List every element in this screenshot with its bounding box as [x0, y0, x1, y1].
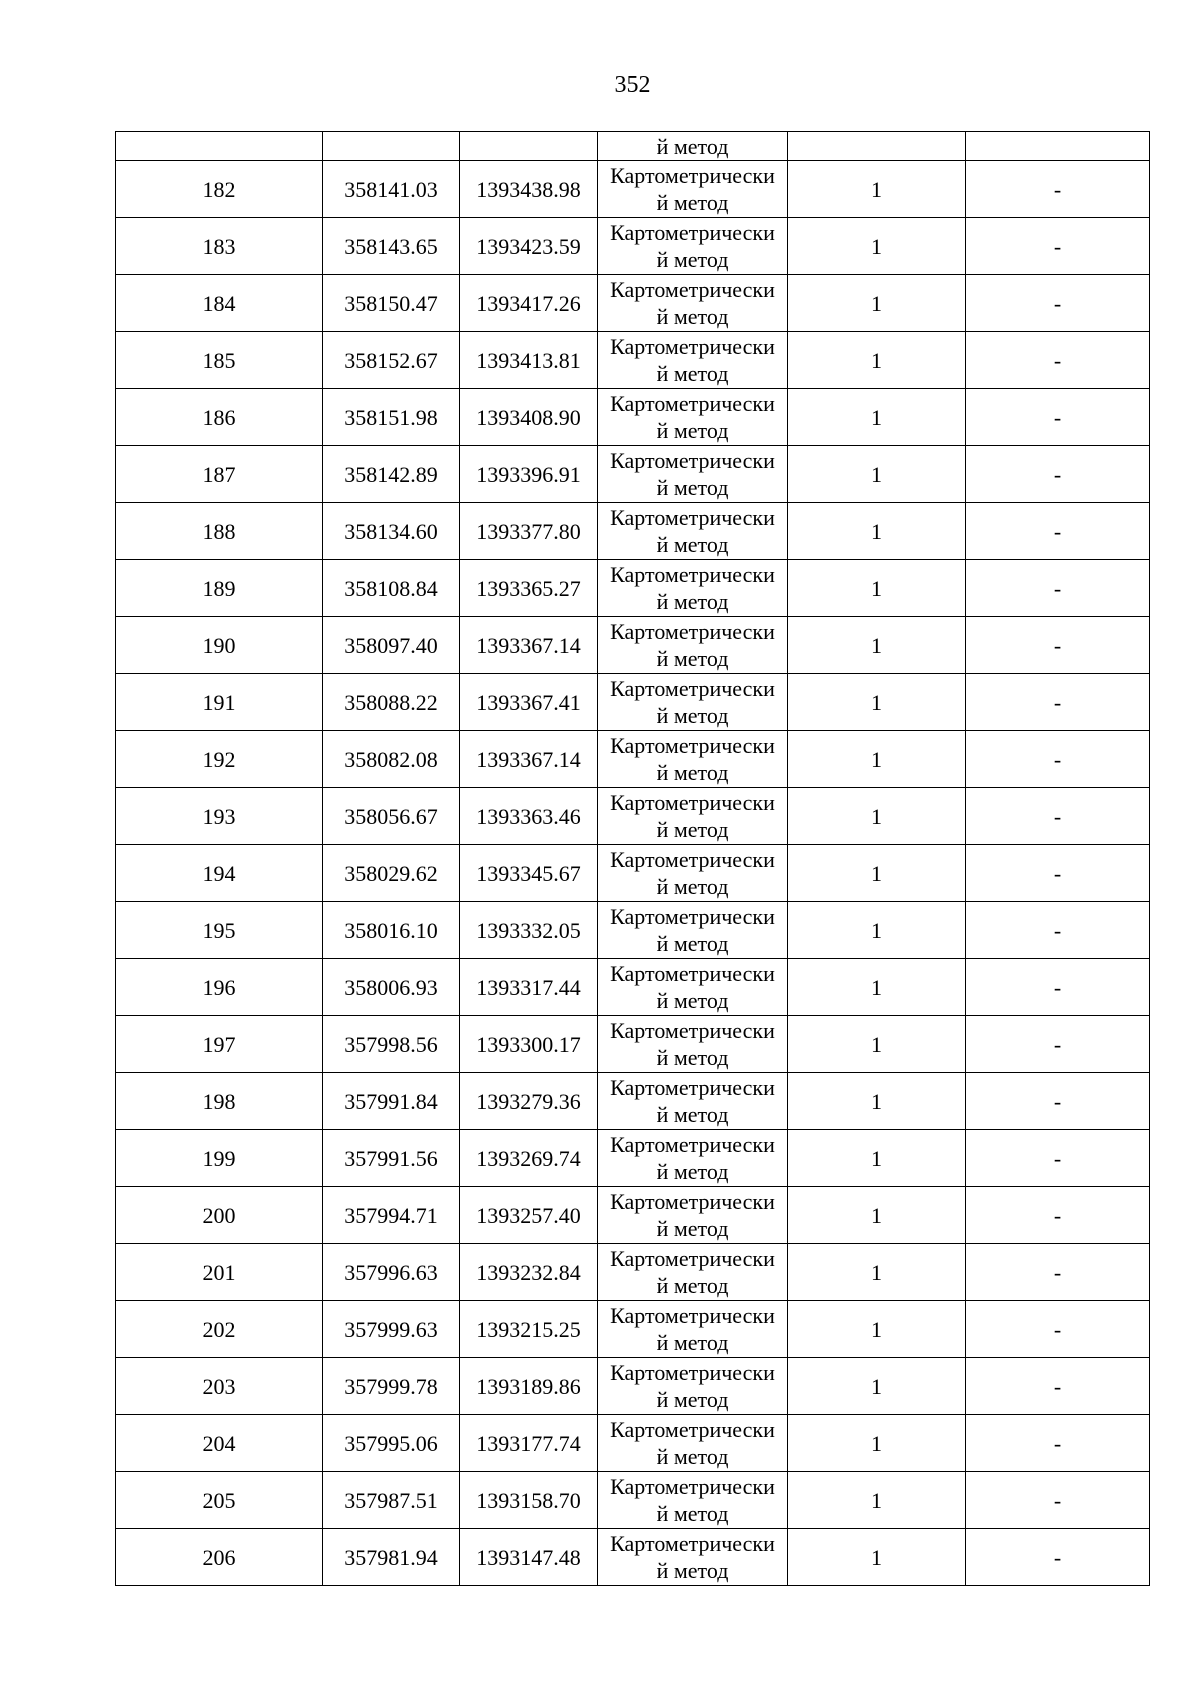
note-cell: - — [966, 1301, 1150, 1358]
x-coordinate-cell: 357991.56 — [323, 1130, 460, 1187]
method-line-1: Картометрически — [610, 391, 775, 416]
note-cell: - — [966, 1073, 1150, 1130]
table-row — [116, 788, 1150, 845]
y-coordinate-cell: 1393438.98 — [460, 161, 598, 218]
y-coordinate-cell: 1393269.74 — [460, 1130, 598, 1187]
method-line-1: Картометрически — [610, 733, 775, 758]
method-cell: й метод — [598, 132, 788, 161]
table-row — [116, 959, 1150, 1016]
method-line-1: Картометрически — [610, 334, 775, 359]
method-line-2: й метод — [656, 361, 729, 386]
note-cell: - — [966, 731, 1150, 788]
y-coordinate-cell: 1393317.44 — [460, 959, 598, 1016]
table-row — [116, 1073, 1150, 1130]
note-cell — [966, 132, 1150, 161]
method-line-2: й метод — [656, 247, 729, 272]
method-cell — [598, 446, 788, 503]
method-cell — [598, 503, 788, 560]
point-number-cell: 183 — [116, 218, 323, 275]
method-line-1: Картометрически — [610, 277, 775, 302]
y-coordinate-cell — [460, 132, 598, 161]
accuracy-cell: 1 — [788, 332, 966, 389]
method-line-2: й метод — [656, 1273, 729, 1298]
table-row — [116, 845, 1150, 902]
method-cell — [598, 1415, 788, 1472]
table-row — [116, 560, 1150, 617]
y-coordinate-cell: 1393413.81 — [460, 332, 598, 389]
accuracy-cell: 1 — [788, 1472, 966, 1529]
method-cell — [598, 1529, 788, 1586]
method-line-2: й метод — [656, 1216, 729, 1241]
method-line-2: й метод — [656, 475, 729, 500]
method-line-2: й метод — [656, 760, 729, 785]
table-row — [116, 218, 1150, 275]
table-row — [116, 161, 1150, 218]
accuracy-cell: 1 — [788, 902, 966, 959]
x-coordinate-cell: 358097.40 — [323, 617, 460, 674]
accuracy-cell: 1 — [788, 674, 966, 731]
accuracy-cell: 1 — [788, 1073, 966, 1130]
accuracy-cell: 1 — [788, 845, 966, 902]
method-line-1: Картометрически — [610, 505, 775, 530]
point-number-cell: 191 — [116, 674, 323, 731]
table-row — [116, 446, 1150, 503]
y-coordinate-cell: 1393367.41 — [460, 674, 598, 731]
method-line-2: й метод — [656, 1558, 729, 1583]
point-number-cell: 187 — [116, 446, 323, 503]
method-line-1: Картометрически — [610, 163, 775, 188]
method-line-1: Картометрически — [610, 220, 775, 245]
point-number-cell: 201 — [116, 1244, 323, 1301]
method-line-1: Картометрически — [610, 1189, 775, 1214]
accuracy-cell: 1 — [788, 1244, 966, 1301]
y-coordinate-cell: 1393158.70 — [460, 1472, 598, 1529]
note-cell: - — [966, 1187, 1150, 1244]
x-coordinate-cell: 358006.93 — [323, 959, 460, 1016]
point-number-cell: 192 — [116, 731, 323, 788]
method-cell — [598, 1130, 788, 1187]
y-coordinate-cell: 1393367.14 — [460, 731, 598, 788]
point-number-cell: 193 — [116, 788, 323, 845]
method-cell — [598, 674, 788, 731]
x-coordinate-cell: 357981.94 — [323, 1529, 460, 1586]
x-coordinate-cell: 358029.62 — [323, 845, 460, 902]
table-row — [116, 1529, 1150, 1586]
note-cell: - — [966, 389, 1150, 446]
table-row — [116, 503, 1150, 560]
table-row — [116, 275, 1150, 332]
x-coordinate-cell: 358150.47 — [323, 275, 460, 332]
method-cell — [598, 560, 788, 617]
method-line-1: Картометрически — [610, 676, 775, 701]
method-line-2: й метод — [656, 1501, 729, 1526]
note-cell: - — [966, 1016, 1150, 1073]
method-line-1: Картометрически — [610, 961, 775, 986]
method-line-2: й метод — [656, 1102, 729, 1127]
method-line-2: й метод — [656, 817, 729, 842]
point-number-cell: 200 — [116, 1187, 323, 1244]
point-number-cell: 188 — [116, 503, 323, 560]
y-coordinate-cell: 1393232.84 — [460, 1244, 598, 1301]
y-coordinate-cell: 1393215.25 — [460, 1301, 598, 1358]
method-line-1: Картометрически — [610, 1531, 775, 1556]
point-number-cell: 204 — [116, 1415, 323, 1472]
point-number-cell: 182 — [116, 161, 323, 218]
y-coordinate-cell: 1393345.67 — [460, 845, 598, 902]
method-cell — [598, 332, 788, 389]
method-line-1: Картометрически — [610, 619, 775, 644]
method-line-1: Картометрически — [610, 790, 775, 815]
accuracy-cell: 1 — [788, 389, 966, 446]
method-cell — [598, 1244, 788, 1301]
table-row — [116, 1016, 1150, 1073]
x-coordinate-cell: 357994.71 — [323, 1187, 460, 1244]
table-row — [116, 1130, 1150, 1187]
table-row — [116, 731, 1150, 788]
y-coordinate-cell: 1393147.48 — [460, 1529, 598, 1586]
method-line-2: й метод — [656, 304, 729, 329]
note-cell: - — [966, 332, 1150, 389]
point-number-cell: 206 — [116, 1529, 323, 1586]
accuracy-cell: 1 — [788, 959, 966, 1016]
method-line-1: Картометрически — [610, 1018, 775, 1043]
method-line-2: й метод — [656, 988, 729, 1013]
x-coordinate-cell: 357987.51 — [323, 1472, 460, 1529]
page-number: 352 — [614, 72, 651, 98]
x-coordinate-cell: 358016.10 — [323, 902, 460, 959]
method-cell — [598, 1016, 788, 1073]
x-coordinate-cell: 358152.67 — [323, 332, 460, 389]
x-coordinate-cell: 357998.56 — [323, 1016, 460, 1073]
note-cell: - — [966, 1130, 1150, 1187]
note-cell: - — [966, 959, 1150, 1016]
method-line-1: Картометрически — [610, 1303, 775, 1328]
method-line-1: Картометрически — [610, 562, 775, 587]
method-line-1: Картометрически — [610, 1246, 775, 1271]
x-coordinate-cell: 358134.60 — [323, 503, 460, 560]
x-coordinate-cell: 358108.84 — [323, 560, 460, 617]
method-line-2: й метод — [656, 418, 729, 443]
note-cell: - — [966, 446, 1150, 503]
y-coordinate-cell: 1393189.86 — [460, 1358, 598, 1415]
note-cell: - — [966, 275, 1150, 332]
point-number-cell: 190 — [116, 617, 323, 674]
table-row — [116, 1358, 1150, 1415]
method-line-1: Картометрически — [610, 448, 775, 473]
method-cell — [598, 617, 788, 674]
x-coordinate-cell: 357996.63 — [323, 1244, 460, 1301]
method-line-2: й метод — [656, 1444, 729, 1469]
method-cell — [598, 845, 788, 902]
y-coordinate-cell: 1393300.17 — [460, 1016, 598, 1073]
table-row — [116, 617, 1150, 674]
point-number-cell: 195 — [116, 902, 323, 959]
method-cell — [598, 1187, 788, 1244]
method-cell — [598, 218, 788, 275]
accuracy-cell: 1 — [788, 1301, 966, 1358]
accuracy-cell: 1 — [788, 1358, 966, 1415]
accuracy-cell: 1 — [788, 161, 966, 218]
y-coordinate-cell: 1393367.14 — [460, 617, 598, 674]
y-coordinate-cell: 1393408.90 — [460, 389, 598, 446]
note-cell: - — [966, 845, 1150, 902]
x-coordinate-cell: 357995.06 — [323, 1415, 460, 1472]
table-row — [116, 1244, 1150, 1301]
method-cell — [598, 788, 788, 845]
method-cell — [598, 731, 788, 788]
y-coordinate-cell: 1393377.80 — [460, 503, 598, 560]
note-cell: - — [966, 218, 1150, 275]
table-row — [116, 902, 1150, 959]
accuracy-cell: 1 — [788, 617, 966, 674]
point-number-cell: 202 — [116, 1301, 323, 1358]
point-number-cell: 194 — [116, 845, 323, 902]
table-row — [116, 1415, 1150, 1472]
method-line-2: й метод — [656, 1330, 729, 1355]
accuracy-cell: 1 — [788, 1130, 966, 1187]
x-coordinate-cell: 357999.63 — [323, 1301, 460, 1358]
note-cell: - — [966, 617, 1150, 674]
accuracy-cell: 1 — [788, 503, 966, 560]
method-line-1: Картометрически — [610, 1360, 775, 1385]
note-cell: - — [966, 503, 1150, 560]
note-cell: - — [966, 902, 1150, 959]
y-coordinate-cell: 1393396.91 — [460, 446, 598, 503]
note-cell: - — [966, 788, 1150, 845]
accuracy-cell — [788, 132, 966, 161]
method-line-1: Картометрически — [610, 847, 775, 872]
method-line-2: й метод — [656, 874, 729, 899]
y-coordinate-cell: 1393423.59 — [460, 218, 598, 275]
method-line-2: й метод — [656, 931, 729, 956]
x-coordinate-cell: 358151.98 — [323, 389, 460, 446]
method-line-2: й метод — [656, 646, 729, 671]
method-cell — [598, 1301, 788, 1358]
note-cell: - — [966, 560, 1150, 617]
table-row — [116, 389, 1150, 446]
method-line-1: Картометрически — [610, 1132, 775, 1157]
point-number-cell: 197 — [116, 1016, 323, 1073]
note-cell: - — [966, 161, 1150, 218]
method-line-2: й метод — [656, 1045, 729, 1070]
point-number-cell: 205 — [116, 1472, 323, 1529]
note-cell: - — [966, 1358, 1150, 1415]
method-line-1: Картометрически — [610, 1075, 775, 1100]
point-number-cell: 199 — [116, 1130, 323, 1187]
table-row — [116, 332, 1150, 389]
method-line-2: й метод — [656, 589, 729, 614]
method-cell — [598, 1073, 788, 1130]
method-cell — [598, 389, 788, 446]
point-number-cell: 198 — [116, 1073, 323, 1130]
note-cell: - — [966, 674, 1150, 731]
point-number-cell: 203 — [116, 1358, 323, 1415]
point-number-cell: 196 — [116, 959, 323, 1016]
table-row — [116, 1301, 1150, 1358]
point-number-cell: 185 — [116, 332, 323, 389]
x-coordinate-cell: 357991.84 — [323, 1073, 460, 1130]
accuracy-cell: 1 — [788, 1016, 966, 1073]
continued-row — [116, 132, 1150, 161]
method-cell — [598, 275, 788, 332]
point-number-cell — [116, 132, 323, 161]
method-cell — [598, 902, 788, 959]
y-coordinate-cell: 1393177.74 — [460, 1415, 598, 1472]
accuracy-cell: 1 — [788, 218, 966, 275]
method-line-2: й метод — [656, 703, 729, 728]
y-coordinate-cell: 1393257.40 — [460, 1187, 598, 1244]
y-coordinate-cell: 1393363.46 — [460, 788, 598, 845]
x-coordinate-cell — [323, 132, 460, 161]
x-coordinate-cell: 358143.65 — [323, 218, 460, 275]
method-cell — [598, 959, 788, 1016]
method-line-1: Картометрически — [610, 904, 775, 929]
method-cell — [598, 161, 788, 218]
method-line-2: й метод — [656, 532, 729, 557]
table-row — [116, 674, 1150, 731]
method-line-2: й метод — [656, 1387, 729, 1412]
note-cell: - — [966, 1472, 1150, 1529]
accuracy-cell: 1 — [788, 446, 966, 503]
x-coordinate-cell: 358142.89 — [323, 446, 460, 503]
y-coordinate-cell: 1393365.27 — [460, 560, 598, 617]
y-coordinate-cell: 1393279.36 — [460, 1073, 598, 1130]
coordinates-table — [115, 131, 1150, 1586]
table-row — [116, 1187, 1150, 1244]
x-coordinate-cell: 358056.67 — [323, 788, 460, 845]
method-line-1: Картометрически — [610, 1417, 775, 1442]
method-line-2: й метод — [656, 1159, 729, 1184]
point-number-cell: 189 — [116, 560, 323, 617]
x-coordinate-cell: 358082.08 — [323, 731, 460, 788]
method-cell — [598, 1358, 788, 1415]
note-cell: - — [966, 1529, 1150, 1586]
x-coordinate-cell: 358141.03 — [323, 161, 460, 218]
x-coordinate-cell: 357999.78 — [323, 1358, 460, 1415]
table-row — [116, 1472, 1150, 1529]
accuracy-cell: 1 — [788, 1415, 966, 1472]
accuracy-cell: 1 — [788, 788, 966, 845]
y-coordinate-cell: 1393417.26 — [460, 275, 598, 332]
accuracy-cell: 1 — [788, 275, 966, 332]
y-coordinate-cell: 1393332.05 — [460, 902, 598, 959]
accuracy-cell: 1 — [788, 731, 966, 788]
note-cell: - — [966, 1415, 1150, 1472]
point-number-cell: 186 — [116, 389, 323, 446]
accuracy-cell: 1 — [788, 560, 966, 617]
method-line-2: й метод — [656, 190, 729, 215]
accuracy-cell: 1 — [788, 1529, 966, 1586]
x-coordinate-cell: 358088.22 — [323, 674, 460, 731]
method-line-1: Картометрически — [610, 1474, 775, 1499]
coordinates-table-body — [116, 132, 1150, 1586]
accuracy-cell: 1 — [788, 1187, 966, 1244]
point-number-cell: 184 — [116, 275, 323, 332]
method-cell — [598, 1472, 788, 1529]
note-cell: - — [966, 1244, 1150, 1301]
